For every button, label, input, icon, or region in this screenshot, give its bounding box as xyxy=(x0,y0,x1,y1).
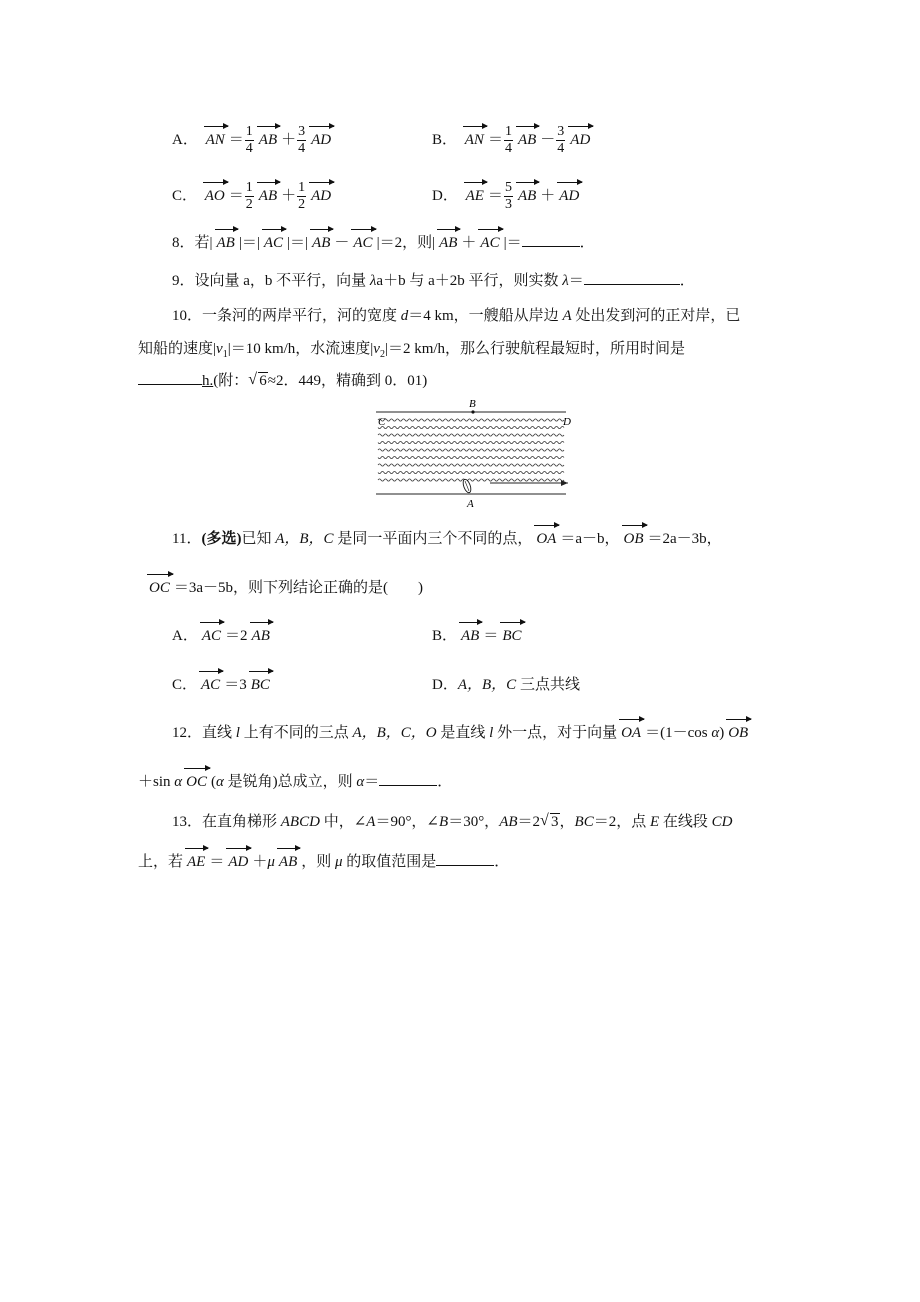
q7-option-a: A． AN ＝ $\frac{1}{4}$ AB ＋ $\frac{3}{4}$ AD xyxy=(172,124,335,157)
question-11-line-1: 11．(多选)已知 A，B，C 是同一平面内三个不同的点， OA ＝a－b， OB ＝2a－3b， xyxy=(172,528,722,550)
vector-ab: AB xyxy=(515,185,539,207)
fraction: $\frac{3}{4}$ xyxy=(298,124,306,156)
vector-ac: AC xyxy=(477,232,502,254)
vector-ob: OB xyxy=(725,722,751,744)
vector-ad: AD xyxy=(567,129,593,151)
question-12-line-1: 12．直线 l 上有不同的三点 A，B，C，O 是直线 l 外一点，对于向量 OA ＝(1－cos α) OB xyxy=(172,722,752,744)
vector-ab: AB xyxy=(214,232,238,254)
q7-option-c: C． AO ＝ $\frac{1}{2}$ AB ＋ $\frac{1}{2}$ AD xyxy=(172,180,335,213)
label-d: D xyxy=(563,416,571,428)
vector-ab: AB xyxy=(276,851,300,873)
vector-oa: OA xyxy=(618,722,644,744)
vector-ae: AE xyxy=(184,851,208,873)
question-10-line-2: 知船的速度$|v_1|=10$ km/h，水流速度$|v_2|=2$ km/h，那么行驶航程最短时，所用时间是 xyxy=(138,341,686,360)
option-label: A． xyxy=(172,131,198,148)
fraction: $\frac{3}{4}$ xyxy=(557,124,565,156)
q11-option-b: B． AB ＝ BC xyxy=(432,625,526,647)
label-a: A xyxy=(467,498,474,510)
vector-oa: OA xyxy=(533,528,559,550)
q11-option-d: D．A，B，C 三点共线 xyxy=(432,677,580,693)
q7-option-b: B． AN ＝ $\frac{1}{4}$ AB － $\frac{3}{4}$ AD xyxy=(432,124,594,157)
question-12-line-2: ＋sin α OC (α 是锐角)总成立，则 α＝ ． xyxy=(138,771,452,793)
answer-blank[interactable] xyxy=(584,270,680,285)
vector-oc: OC xyxy=(146,577,173,599)
q11-option-a: A． AC ＝2 AB xyxy=(172,625,274,647)
q7-option-d: D． AE ＝ $\frac{5}{3}$ AB ＋ AD xyxy=(432,180,583,213)
answer-blank[interactable] xyxy=(522,232,580,247)
question-10-line-1: 10．一条河的两岸平行，河的宽度 d＝4 km，一艘船从岸边 A 处出发到河的正对岸，已 xyxy=(172,308,741,324)
vector-ob: OB xyxy=(621,528,647,550)
answer-blank[interactable] xyxy=(138,370,202,385)
option-label: D． xyxy=(432,187,458,204)
vector-ab: AB xyxy=(256,185,280,207)
question-9: 9．设向量 a，b 不平行，向量 λa＋b 与 a＋2b 平行，则实数 λ＝ ． xyxy=(172,270,695,292)
label-c: C xyxy=(378,416,386,428)
fraction: $\frac{5}{3}$ xyxy=(504,180,512,212)
river-banks xyxy=(376,412,566,494)
answer-blank[interactable] xyxy=(379,771,437,786)
point-b-marker xyxy=(471,410,474,413)
fraction: $\frac{1}{2}$ xyxy=(245,180,253,212)
option-label: B． xyxy=(432,131,458,148)
square-root: √ 6 xyxy=(248,370,268,392)
question-13-line-1: 13．在直角梯形 ABCD 中，∠A＝90°，∠B＝30°，AB＝2√ 3，BC＝2，点 E 在线段 CD xyxy=(172,811,733,833)
question-13-line-2: 上，若 AE ＝ AD ＋μ AB ，则 μ 的取值范围是 ． xyxy=(138,851,509,873)
vector-ae: AE xyxy=(463,185,487,207)
river-waves xyxy=(378,419,564,481)
vector-ab: AB xyxy=(309,232,333,254)
fraction: $\frac{1}{2}$ xyxy=(298,180,306,212)
vector-ab: AB xyxy=(256,129,280,151)
q11-option-c: C． AC ＝3 BC xyxy=(172,674,274,696)
fraction: $\frac{1}{4}$ xyxy=(245,124,253,156)
fraction: $\frac{1}{4}$ xyxy=(504,124,512,156)
vector-ad: AD xyxy=(225,851,251,873)
question-11-line-2: OC ＝3a－5b，则下列结论正确的是( ) xyxy=(145,577,423,599)
river-figure xyxy=(370,398,580,513)
vector-an: AN xyxy=(462,129,487,151)
square-root: √ 3 xyxy=(540,811,560,833)
vector-ad: AD xyxy=(308,129,334,151)
vector-oc: OC xyxy=(183,771,210,793)
vector-ac: AC xyxy=(261,232,286,254)
vector-ad: AD xyxy=(556,185,582,207)
vector-ad: AD xyxy=(308,185,334,207)
vector-ab: AB xyxy=(515,129,539,151)
question-10-line-3: h.(附：√ 6≈2．449，精确到 0．01) xyxy=(138,370,427,392)
vector-ao: AO xyxy=(202,185,228,207)
vector-an: AN xyxy=(203,129,228,151)
boat-icon xyxy=(462,478,473,493)
label-b: B xyxy=(469,398,476,410)
option-label: C． xyxy=(172,187,198,204)
vector-ab: AB xyxy=(436,232,460,254)
vector-ac: AC xyxy=(350,232,375,254)
answer-blank[interactable] xyxy=(436,851,494,866)
question-8: 8．若| AB |＝| AC |＝| AB － AC |＝2，则| AB ＋ AC |＝ ． xyxy=(172,232,595,254)
